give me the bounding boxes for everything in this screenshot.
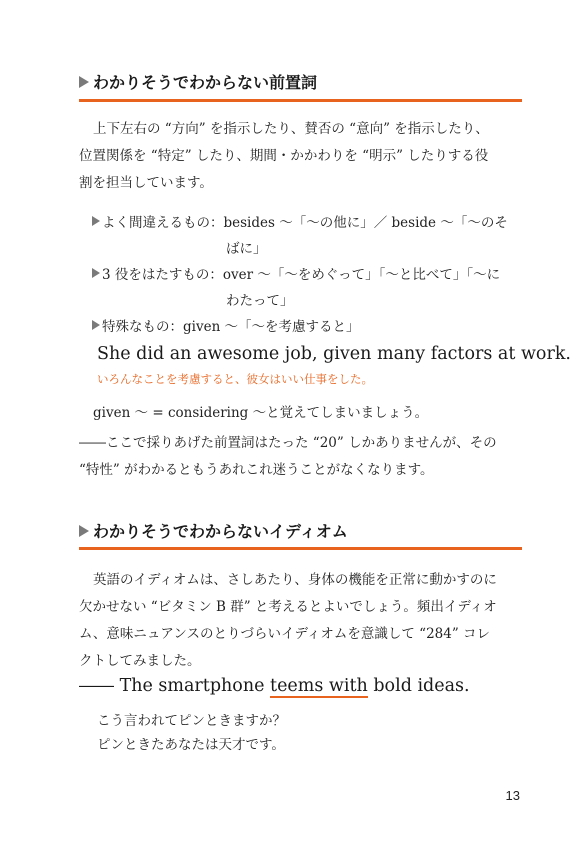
idiom-paragraph bbox=[79, 567, 522, 675]
paragraph-line: 英語のイディオムは、さしあたり、身体の機能を正常に動かすのに bbox=[93, 572, 497, 588]
example-suffix: bold ideas. bbox=[367, 676, 470, 696]
bullet-label: 特殊なもの： bbox=[102, 319, 183, 335]
bullet-label: よく間違えるもの： bbox=[102, 215, 224, 231]
paragraph-line: 割を担当しています。 bbox=[79, 175, 213, 191]
page-number: 13 bbox=[505, 788, 520, 803]
paragraph-line: ――ここで採りあげた前置詞はたった “20” しかありませんが、その bbox=[79, 435, 497, 451]
underlined-idiom: teems with bbox=[270, 676, 368, 696]
bullet-triangle-icon bbox=[92, 216, 100, 226]
paragraph-line: 欠かせない “ビタミン B 群” と考えるとよいでしょう。頻出イディオ bbox=[79, 599, 497, 615]
closing-lines bbox=[97, 709, 286, 757]
bullet-triangle-icon bbox=[92, 320, 100, 330]
bullet-text: over 〜「〜をめぐって」「〜と比べて」「〜に bbox=[222, 267, 501, 283]
triangle-marker-icon bbox=[79, 525, 89, 537]
heading-rule bbox=[79, 547, 522, 550]
bullet-continuation: わたって」 bbox=[226, 293, 294, 309]
section-heading-idioms bbox=[79, 519, 348, 542]
section-heading-prepositions bbox=[79, 70, 317, 93]
note-line: given 〜 = considering 〜と覚えてしまいましょう。 bbox=[93, 405, 429, 421]
intro-paragraph bbox=[79, 116, 522, 197]
closing-paragraph bbox=[79, 430, 522, 484]
heading-text: わかりそうでわからないイディオム bbox=[93, 522, 348, 541]
idiom-example-sentence bbox=[79, 676, 470, 696]
example-prefix: ―― The smartphone bbox=[79, 676, 271, 696]
paragraph-line: “特性” がわかるともうあれこれ迷うことがなくなります。 bbox=[79, 462, 434, 478]
example-translation: いろんなことを考慮すると、彼女はいい仕事をした。 bbox=[97, 372, 373, 386]
bullet-text: given 〜「〜を考慮すると」 bbox=[183, 319, 360, 335]
bullet-label: 3 役をはたすもの： bbox=[102, 267, 223, 283]
bullet-continuation: ばに」 bbox=[226, 241, 267, 257]
bullet-item bbox=[92, 315, 360, 335]
paragraph-line: ム、意味ニュアンスのとりづらいイディオムを意識して “284” コレ bbox=[79, 626, 491, 642]
closing-line: こう言われてピンときますか？ bbox=[97, 713, 286, 729]
bullet-item bbox=[92, 211, 508, 231]
bullet-triangle-icon bbox=[92, 268, 100, 278]
triangle-marker-icon bbox=[79, 76, 89, 88]
example-sentence: She did an awesome job, given many factors at work. bbox=[97, 344, 571, 364]
heading-text: わかりそうでわからない前置詞 bbox=[93, 73, 318, 92]
paragraph-line: クトしてみました。 bbox=[79, 653, 201, 669]
heading-rule bbox=[79, 99, 522, 102]
bullet-text: besides 〜「〜の他に」／ beside 〜「〜のそ bbox=[223, 215, 508, 231]
closing-line: ピンときたあなたは天才です。 bbox=[97, 737, 285, 753]
bullet-item bbox=[92, 263, 500, 283]
paragraph-line: 位置関係を “特定” したり、期間・かかわりを “明示” したりする役 bbox=[79, 148, 489, 164]
paragraph-line: 上下左右の “方向” を指示したり、賛否の “意向” を指示したり、 bbox=[93, 121, 489, 137]
